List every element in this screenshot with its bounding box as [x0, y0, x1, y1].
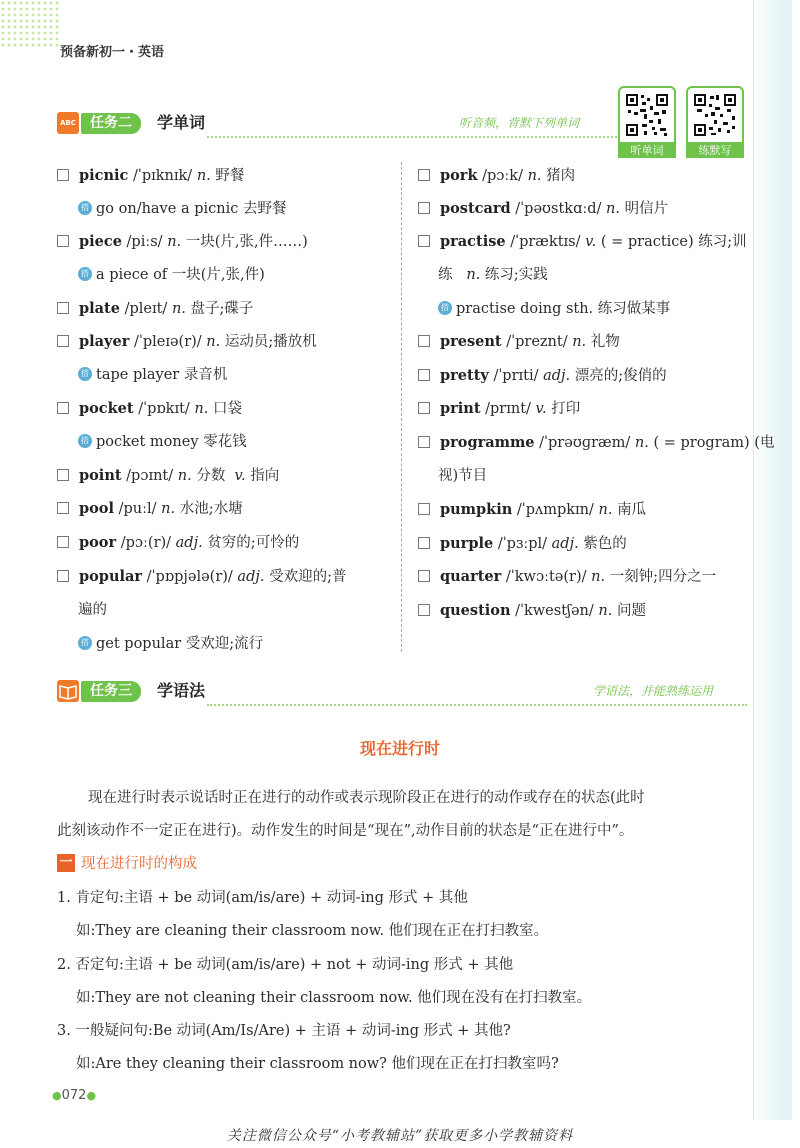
- vocab-entry: picnic /ˈpɪknɪk/ n. 野餐: [57, 166, 244, 186]
- task3-bar: [57, 680, 747, 704]
- qr-code-dictation[interactable]: [686, 86, 744, 158]
- rule-question: 3. 一般疑问句:Be 动词(Am/Is/Are) + 主语 + 动词-ing 形式 + 其他?: [57, 1023, 511, 1039]
- checkbox-icon[interactable]: [57, 335, 69, 347]
- checkbox-icon[interactable]: [57, 402, 69, 414]
- intro-line-1: 现在进行时表示说话时正在进行的动作或表示现阶段正在进行的动作或存在的状态(此时: [88, 790, 645, 806]
- vocab-phrase: 搭 pocket money 零花钱: [78, 432, 247, 452]
- vocab-entry: pork /pɔːk/ n. 猪肉: [418, 166, 575, 186]
- vocab-entry: popular /ˈpɒpjələ(r)/ adj. 受欢迎的;普: [57, 567, 346, 587]
- example-negative: 如:They are not cleaning their classroom now. 他们现在没有在打扫教室。: [76, 990, 592, 1006]
- checkbox-icon[interactable]: [57, 469, 69, 481]
- page-number: ●072●: [52, 1088, 97, 1103]
- vocab-entry: quarter /ˈkwɔːtə(r)/ n. 一刻钟;四分之一: [418, 567, 716, 587]
- corner-dot-pattern: [0, 0, 60, 48]
- book-icon: [57, 680, 79, 702]
- qr-label-listen: 听单词: [618, 144, 676, 158]
- column-divider: [401, 162, 402, 652]
- collocation-icon: 搭: [78, 267, 92, 281]
- vocab-entry: print /prɪnt/ v. 打印: [418, 399, 580, 419]
- vocab-continuation: 视)节目: [438, 468, 488, 484]
- checkbox-icon[interactable]: [418, 402, 430, 414]
- task3-heading: 学语法: [157, 681, 206, 700]
- checkbox-icon[interactable]: [57, 536, 69, 548]
- vocab-entry: plate /pleɪt/ n. 盘子;碟子: [57, 299, 253, 319]
- qr-label-dictation: 练默写: [686, 144, 744, 158]
- page-edge-margin: [753, 0, 792, 1120]
- section-number: 一: [57, 854, 75, 872]
- checkbox-icon[interactable]: [418, 604, 430, 616]
- vocab-entry: poor /pɔː(r)/ adj. 贫穷的;可怜的: [57, 533, 299, 553]
- checkbox-icon[interactable]: [418, 537, 430, 549]
- checkbox-icon[interactable]: [418, 202, 430, 214]
- vocab-entry: purple /ˈpɜːpl/ adj. 紫色的: [418, 534, 627, 554]
- task3-pill: 任务三: [81, 681, 141, 702]
- vocab-continuation: 练 n. 练习;实践: [438, 267, 548, 283]
- vocab-entry: present /ˈpreznt/ n. 礼物: [418, 332, 620, 352]
- checkbox-icon[interactable]: [418, 235, 430, 247]
- vocab-entry: pretty /ˈprɪti/ adj. 漂亮的;俊俏的: [418, 366, 667, 386]
- intro-line-2: 此刻该动作不一定正在进行)。动作发生的时间是“现在”,动作目前的状态是“正在进行中”。: [57, 823, 634, 839]
- checkbox-icon[interactable]: [418, 369, 430, 381]
- checkbox-icon[interactable]: [57, 502, 69, 514]
- qr-code-listen[interactable]: [618, 86, 676, 158]
- vocab-phrase: 搭 get popular 受欢迎;流行: [78, 634, 263, 654]
- collocation-icon: 搭: [438, 301, 452, 315]
- task3-dotted-line: [207, 704, 747, 707]
- task2-hint: 听音频，背默下列单词: [459, 116, 580, 130]
- task2-bar: [57, 112, 617, 136]
- collocation-icon: 搭: [78, 434, 92, 448]
- checkbox-icon[interactable]: [57, 169, 69, 181]
- vocab-continuation: 遍的: [78, 602, 107, 618]
- checkbox-icon[interactable]: [418, 503, 430, 515]
- task2-heading: 学单词: [157, 113, 206, 132]
- checkbox-icon[interactable]: [57, 235, 69, 247]
- vocab-entry: player /ˈpleɪə(r)/ n. 运动员;播放机: [57, 332, 317, 352]
- example-affirmative: 如:They are cleaning their classroom now. 他们现在正在打扫教室。: [76, 923, 549, 939]
- vocab-phrase: 搭 a piece of 一块(片,张,件): [78, 265, 265, 285]
- vocab-entry: pumpkin /ˈpʌmpkɪn/ n. 南瓜: [418, 500, 646, 520]
- vocab-entry: question /ˈkwestʃən/ n. 问题: [418, 601, 646, 621]
- checkbox-icon[interactable]: [418, 169, 430, 181]
- checkbox-icon[interactable]: [418, 436, 430, 448]
- checkbox-icon[interactable]: [418, 335, 430, 347]
- collocation-icon: 搭: [78, 636, 92, 650]
- task2-dotted-line: [207, 136, 617, 139]
- vocab-entry: practise /ˈpræktɪs/ v. ( = practice) 练习;训: [418, 232, 747, 252]
- task3-hint: 学语法，并能熟练运用: [593, 684, 714, 698]
- vocab-entry: postcard /ˈpəʊstkɑːd/ n. 明信片: [418, 199, 668, 219]
- task2-pill: 任务二: [81, 113, 141, 134]
- collocation-icon: 搭: [78, 367, 92, 381]
- checkbox-icon[interactable]: [57, 570, 69, 582]
- qr-code-icon: [618, 86, 676, 144]
- vocab-entry: point /pɔɪnt/ n. 分数 v. 指向: [57, 466, 279, 486]
- abc-book-icon: ABC: [57, 112, 79, 134]
- section-heading: [57, 852, 197, 870]
- example-question: 如:Are they cleaning their classroom now? 他们现在正在打扫教室吗?: [76, 1056, 559, 1072]
- rule-negative: 2. 否定句:主语 + be 动词(am/is/are) + not + 动词-ing 形式 + 其他: [57, 957, 514, 973]
- checkbox-icon[interactable]: [57, 302, 69, 314]
- vocab-entry: pocket /ˈpɒkɪt/ n. 口袋: [57, 399, 242, 419]
- checkbox-icon[interactable]: [418, 570, 430, 582]
- vocab-phrase: 搭 go on/have a picnic 去野餐: [78, 199, 286, 219]
- running-header: 预备新初一・英语: [60, 45, 165, 60]
- grammar-title: 现在进行时: [359, 739, 440, 758]
- vocab-entry: programme /ˈprəʊɡræm/ n. ( = program) (电: [418, 433, 774, 453]
- vocab-entry: piece /piːs/ n. 一块(片,张,件……): [57, 232, 308, 252]
- footer-note: 关注微信公众号“小考教辅站”获取更多小学教辅资料: [226, 1128, 574, 1144]
- section-title: 现在进行时的构成: [81, 856, 197, 872]
- qr-code-icon: [686, 86, 744, 144]
- vocab-phrase: 搭 practise doing sth. 练习做某事: [438, 299, 670, 319]
- rule-affirmative: 1. 肯定句:主语 + be 动词(am/is/are) + 动词-ing 形式 + 其他: [57, 890, 468, 906]
- collocation-icon: 搭: [78, 201, 92, 215]
- vocab-entry: pool /puːl/ n. 水池;水塘: [57, 499, 243, 519]
- vocab-phrase: 搭 tape player 录音机: [78, 365, 227, 385]
